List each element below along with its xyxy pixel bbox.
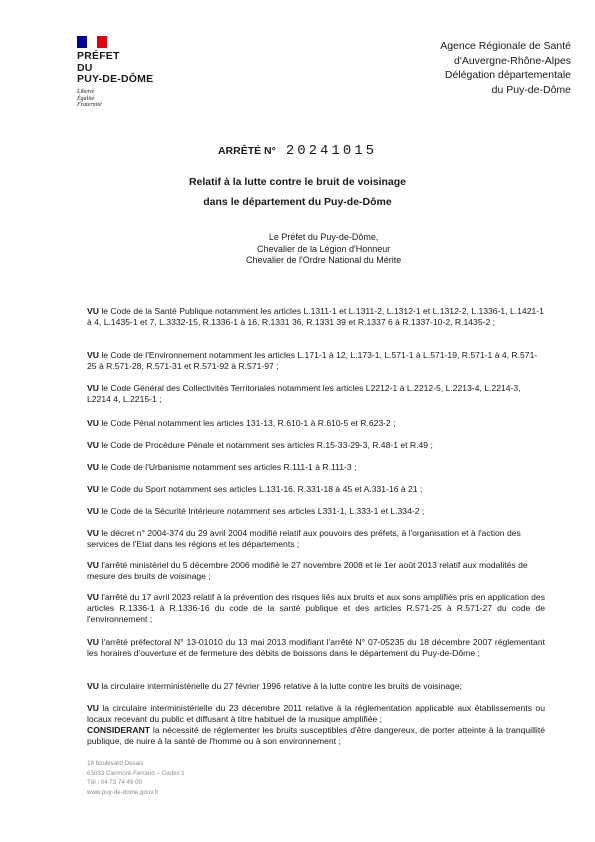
arrete-number: 20241015	[285, 143, 378, 159]
vu-paragraph	[87, 703, 545, 725]
vu-lead: VU	[87, 560, 99, 570]
vu-lead: VU	[87, 440, 99, 450]
motto-line: Fraternité	[77, 102, 102, 109]
vu-lead: VU	[87, 350, 99, 360]
prefect-line: Chevalier de la Légion d'Honneur	[256, 243, 391, 254]
address-footer	[87, 759, 185, 797]
considerant-text: la nécessité de réglementer les bruits susceptibles d'être dangereux, de porter atteinte à la tranquillité publique, de nuire à la santé de l'homme ou à son environnement ;	[87, 725, 545, 747]
vu-paragraph	[87, 462, 545, 473]
agency-block	[440, 39, 571, 97]
vu-text: le Code de l'Urbanisme notamment ses articles R.111-1 à R.111-3 ;	[98, 462, 357, 472]
vu-paragraph	[87, 528, 545, 550]
prefect-line: Chevalier de l'Ordre National du Mérite	[246, 255, 402, 265]
vu-paragraph	[87, 350, 545, 372]
agency-line: d'Auvergne-Rhône-Alpes	[454, 54, 571, 67]
vu-lead: VU	[87, 418, 99, 428]
logo-line: PUY-DE-DÔME	[77, 73, 154, 85]
vu-lead: VU	[87, 592, 99, 602]
vu-paragraph	[87, 592, 545, 626]
vu-paragraph	[87, 560, 545, 582]
vu-lead: VU	[87, 462, 99, 472]
considerant-lead: CONSIDERANT	[87, 725, 151, 735]
agency-line: Agence Régionale de Santé	[440, 40, 571, 52]
vu-text: le Code de la Santé Publique notamment les articles L.1311-1 et L.1311-2, L.1312-1 et L.1312-2, L.1336-1, L.1421-1 à 4, L.1435-1 et 7, L.3332-15, R.1336-1 à 16, R.1331 36, R.1331 39 et R.1337 6 à R.1337-10-2, R.1435-2 ;	[87, 306, 544, 328]
vu-paragraph	[87, 306, 545, 328]
prefecture-logo-text	[77, 51, 153, 86]
vu-text: le Code du Sport notamment ses articles L.131-16, R.331-18 à 45 et A.331-16 à 21 ;	[98, 484, 423, 494]
vu-lead: VU	[87, 528, 99, 538]
vu-text: le Code Général des Collectivités Territoriales notamment les articles L2212-1 à L.2212-5, L.2213-4, L.2214-3, L2214 4, L.2215-1 ;	[87, 383, 521, 405]
document-title	[0, 172, 595, 212]
vu-paragraph	[87, 440, 545, 451]
logo-line: PRÉFET	[77, 50, 120, 62]
vu-lead: VU	[87, 637, 99, 647]
agency-line: du Puy-de-Dôme	[491, 83, 571, 96]
vu-text: le Code de l'Environnement notamment les articles L.171-1 à 12, L.173-1, L.571-1 à L.571-19, R.571-1 à 4, R.571-25 à R.571-28, R.571-31 et R.571-92 à R.571-97 ;	[87, 350, 538, 372]
vu-text: le décret n° 2004-374 du 29 avril 2004 modifié relatif aux pouvoirs des préfets, à l'organisation et à l'action des services de l'Etat dans les régions et les départements ;	[87, 528, 521, 550]
vu-text: le Code Pénal notamment les articles 131-13, R.610-1 à R.610-5 et R.623-2 ;	[98, 418, 396, 428]
motto-line: Égalité	[77, 95, 95, 102]
logo-line: DU	[77, 61, 93, 74]
footer-line: 18 boulevard Desaix	[87, 760, 144, 767]
vu-paragraph	[87, 383, 545, 405]
prefect-titles	[246, 232, 401, 267]
arrete-heading	[0, 141, 595, 159]
marianne-flag-icon	[77, 36, 107, 48]
flag-blue	[77, 36, 87, 48]
vu-paragraph	[87, 484, 545, 495]
vu-text: la circulaire interministérielle du 27 février 1996 relative à la lutte contre les bruits de voisinage;	[98, 681, 462, 691]
flag-white	[87, 36, 97, 48]
vu-text: le Code de Procédure Pénale et notamment ses articles R.15-33-29-3, R.48-1 et R.49 ;	[98, 440, 433, 450]
footer-line: 63033 Clermont-Ferrand – Cedex 1	[87, 769, 185, 777]
considerant-paragraph	[87, 725, 545, 747]
vu-paragraph	[87, 506, 545, 517]
flag-red	[97, 36, 107, 48]
vu-text: l'arrêté préfectoral N° 13-01010 du 13 mai 2013 modifiant l'arrêté N° 07-05235 du 18 décembre 2007 réglementant les horaires d'ouverture et de fermeture des débits de boissons dans le département du Puy-de-Dôme ;	[87, 637, 545, 659]
vu-text: l'arrêté ministériel du 5 décembre 2006 modifié le 27 novembre 2008 et le 1er août 2013 relatif aux modalités de mesure des bruits de voisinage ;	[87, 560, 528, 582]
footer-line: Tél : 04 73 74 49 00	[87, 779, 143, 786]
footer-line: www.puy-de-dome.gouv.fr	[87, 788, 159, 796]
vu-lead: VU	[87, 681, 99, 691]
vu-lead: VU	[87, 484, 99, 494]
prefect-line: Le Préfet du Puy-de-Dôme,	[268, 232, 379, 242]
vu-text: le Code de la Sécurité Intérieure notamment ses articles L331-1, L.333-1 et L.334-2 ;	[98, 506, 425, 516]
vu-text: l'arrêté du 17 avril 2023 relatif à la prévention des risques liés aux bruits et aux sons amplifiés pris en application des articles R.1336-1 à R.1336-16 du code de la santé publique et des articles R.571-25 à R.571-27 du code de l'environnement ;	[87, 592, 545, 625]
vu-paragraph	[87, 681, 545, 692]
motto-line: Liberté	[77, 89, 95, 95]
title-line: Relatif à la lutte contre le bruit de voisinage	[188, 176, 407, 188]
arrete-label: ARRÊTÉ N°	[217, 145, 276, 157]
agency-line: Délégation départementale	[444, 69, 571, 81]
title-line: dans le département du Puy-de-Dôme	[203, 196, 392, 208]
vu-lead: VU	[87, 306, 99, 316]
republic-motto	[77, 89, 102, 109]
vu-lead: VU	[87, 703, 99, 713]
vu-paragraph	[87, 418, 545, 429]
vu-text: la circulaire interministérielle du 23 décembre 2011 relative à la réglementation applicable aux établissements ou locaux recevant du public et diffusant à titre habituel de la musique amplifiée ;	[87, 703, 545, 725]
vu-lead: VU	[87, 383, 99, 393]
vu-paragraph	[87, 637, 545, 659]
vu-lead: VU	[87, 506, 99, 516]
